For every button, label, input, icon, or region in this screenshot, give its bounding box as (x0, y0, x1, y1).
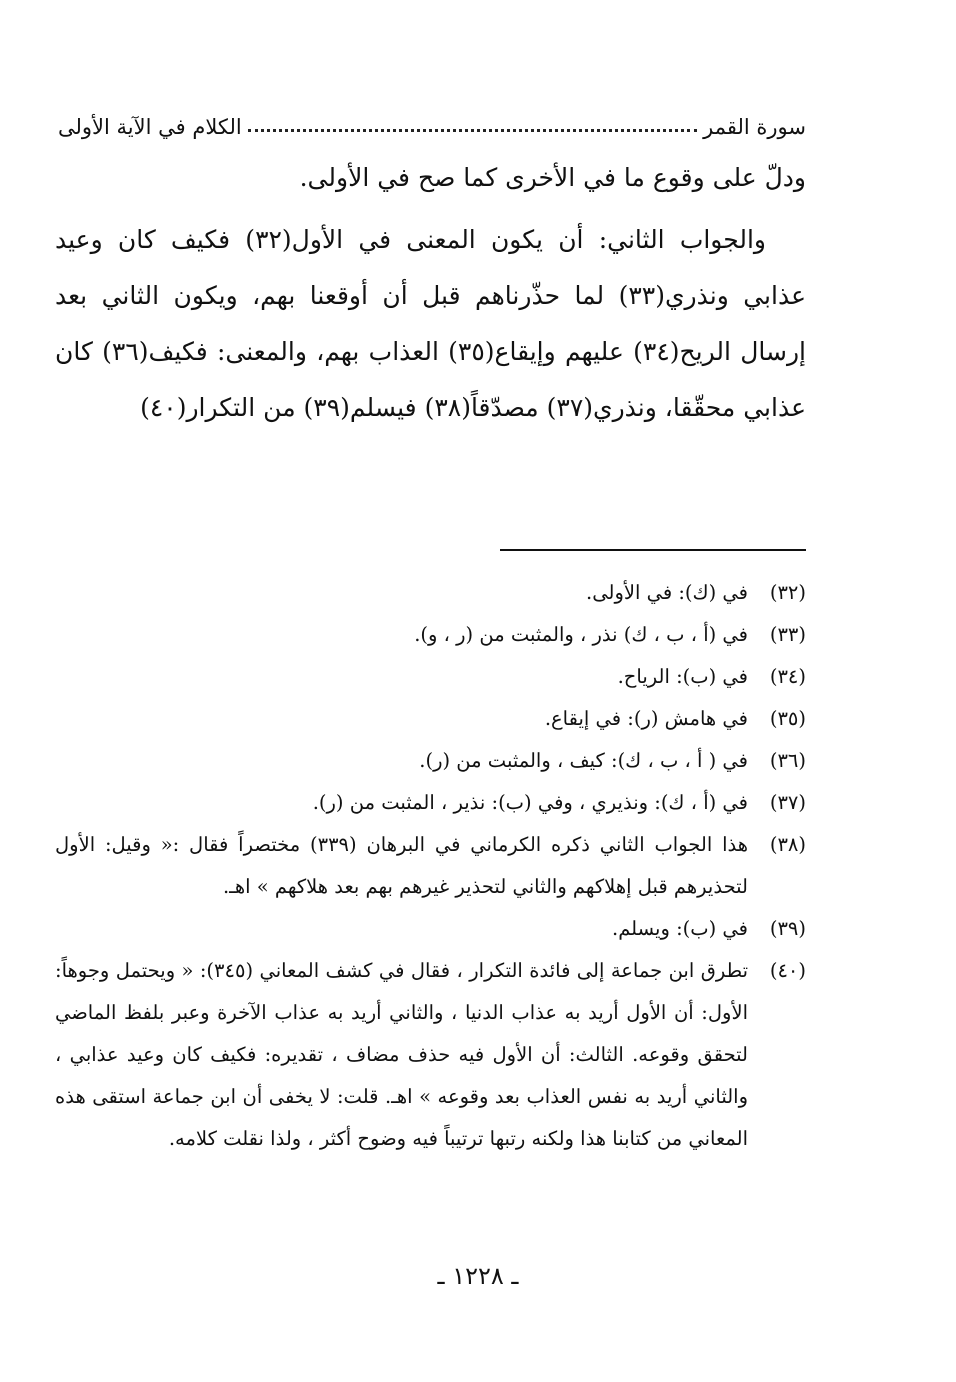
footnote-text: في هامش (ر): في إيقاع. (544, 707, 748, 730)
footnote-text: في (ب): ويسلم. (612, 917, 748, 940)
footnote (55, 572, 806, 614)
footnote (55, 656, 806, 698)
header-dot-leader (248, 128, 697, 132)
footnote-number: (٤٠) (769, 959, 806, 982)
footnote-number: (٣٥) (769, 707, 806, 730)
footnote (55, 908, 806, 950)
footnote-text: في (أ ، ك): ونذيري ، وفي (ب): نذير ، المثبت من (ر). (312, 791, 748, 814)
footnote-text: في (أ ، ب ، ك) نذر ، والمثبت من (ر ، و). (414, 623, 748, 646)
header-section-title: الكلام في الآية الأولى (58, 115, 242, 139)
footnotes (55, 572, 806, 1160)
running-header (58, 98, 806, 138)
footnote-text: في ( أ ، ب ، ك): كيف ، والمثبت من (ر). (419, 749, 748, 772)
footnote-text: هذا الجواب الثاني ذكره الكرماني في البرهان (٣٣٩) مختصراً فقال :« وقيل: الأول لتحذيرهم قبل إهلاكهم والثاني لتحذير غيرهم بهم بعد هلاكهم » اهـ. (55, 833, 749, 898)
footnote (55, 614, 806, 656)
footnote-text: في (ك): في الأولى. (586, 581, 748, 604)
footnote-text: في (ب): الرياح. (617, 665, 748, 688)
body-paragraph: والجواب الثاني: أن يكون المعنى في الأول(٣٢) فكيف كان وعيد عذابي ونذري(٣٣) لما حذّرناهم قبل أن أوقعنا بهم، ويكون الثاني بعد إرسال الريح(٣٤) عليهم وإيقاع(٣٥) العذاب بهم، والمعنى: فكيف(٣٦) كان عذابي محقّقا، ونذري(٣٧) مصدّقاً(٣٨) فيسلم(٣٩) من التكرار(٤٠) (55, 225, 806, 422)
footnote (55, 950, 806, 1160)
footnote-number: (٣٤) (769, 665, 806, 688)
footnote-number: (٣٦) (769, 749, 806, 772)
footnote (55, 740, 806, 782)
footnote-separator (500, 549, 806, 551)
footnote (55, 698, 806, 740)
footnote-number: (٣٢) (769, 581, 806, 604)
footnote-number: (٣٣) (769, 623, 806, 646)
page-number: ـ ١٢٢٨ ـ (437, 1262, 519, 1290)
footnote-text: تطرق ابن جماعة إلى فائدة التكرار ، فقال في كشف المعاني (٣٤٥): « ويحتمل وجوهاً: الأول: أن الأول أريد به عذاب الدنيا ، والثاني أريد به عذاب الآخرة وعبر بلفظ الماضي لتحقق وقوعه. الثالث: أن الأول فيه حذف مضاف ، تقديره: فكيف كان وعيد عذابي ، والثاني أريد به نفس العذاب بعد وقوعه » اهـ. قلت: لا يخفى أن ابن جماعة استقى هذه المعاني من كتابنا هذا ولكنه رتبها ترتيباً فيه وضوح أكثر ، ولذا نقلت كلامه. (55, 959, 749, 1150)
body-paragraph: ودلّ على وقوع ما في الأخرى كما صح في الأولى. (299, 163, 806, 192)
footnote-number: (٣٧) (769, 791, 806, 814)
footnote (55, 782, 806, 824)
header-surah-title: سورة القمر (703, 115, 806, 139)
footnote-number: (٣٨) (769, 833, 806, 856)
footnote-number: (٣٩) (769, 917, 806, 940)
footnote (55, 824, 806, 908)
main-text (55, 150, 806, 436)
